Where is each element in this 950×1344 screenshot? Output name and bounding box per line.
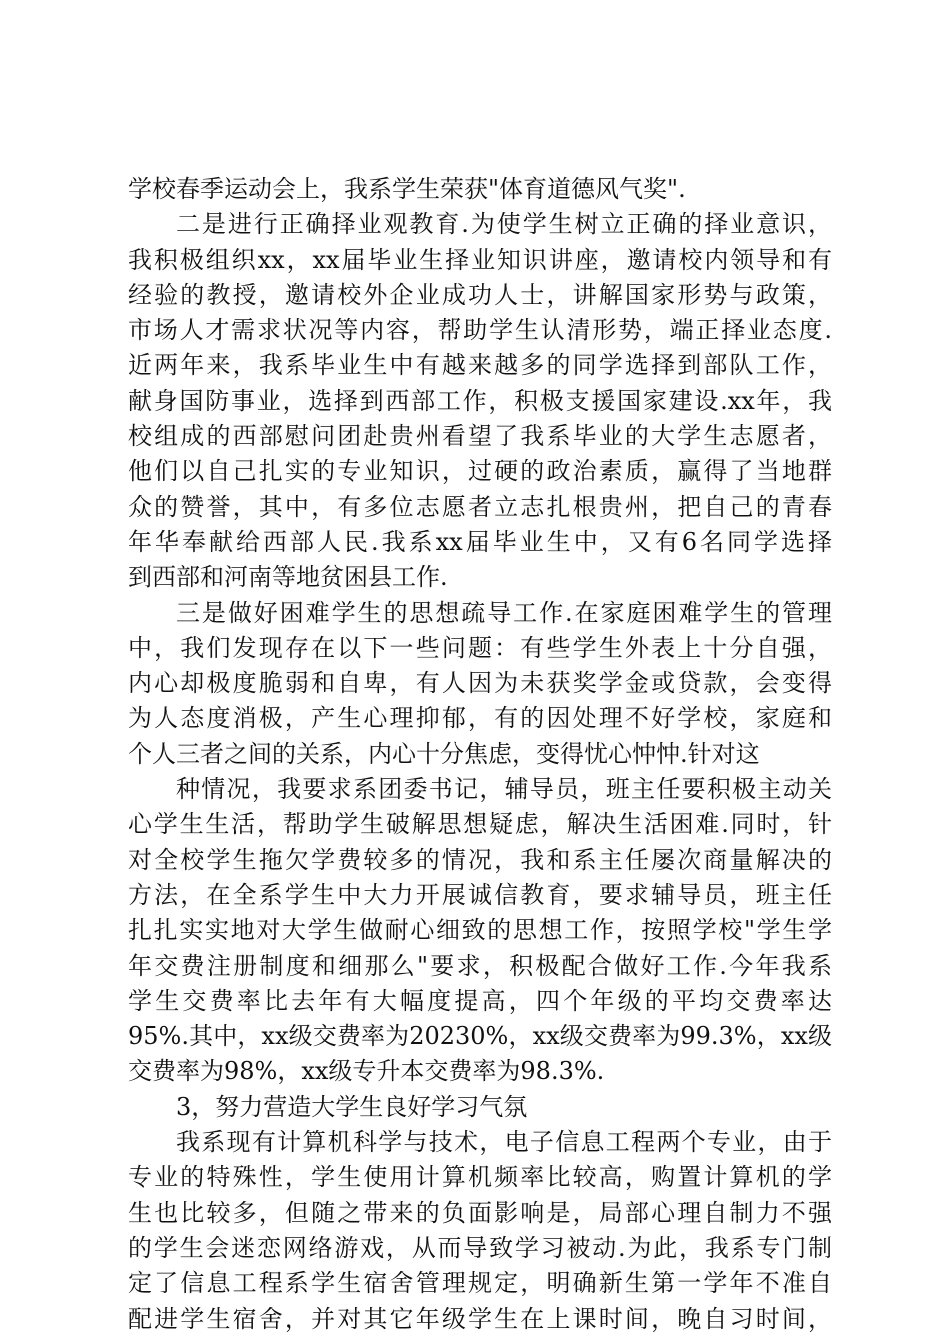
text-line: 二是进行正确择业观教育.为使学生树立正确的择业意识，	[176, 210, 832, 239]
text-line: 校组成的西部慰问团赴贵州看望了我系毕业的大学生志愿者，	[128, 422, 832, 451]
text-line: 学校春季运动会上，我系学生荣获"体育道德风气奖".	[128, 175, 686, 203]
text-line: 年交费注册制度和细那么"要求，积极配合做好工作.今年我系	[128, 951, 832, 980]
text-line: 个人三者之间的关系，内心十分焦虑，变得忧心忡忡.针对这	[128, 739, 760, 768]
text-line: 献身国防事业，选择到西部工作，积极支援国家建设.xx年，我	[128, 386, 832, 415]
text-line: 心学生生活，帮助学生破解思想疑虑，解决生活困难.同时，针	[128, 810, 832, 839]
text-line: 市场人才需求状况等内容，帮助学生认清形势，端正择业态度.	[128, 316, 832, 345]
text-line: 他们以自己扎实的专业知识，过硬的政治素质，赢得了当地群	[128, 457, 832, 486]
text-line: 对全校学生拖欠学费较多的情况，我和系主任屡次商量解决的	[128, 845, 832, 874]
text-line: 配进学生宿舍，并对其它年级学生在上课时间，晚自习时间，	[128, 1304, 832, 1333]
text-line: 为人态度消极，产生心理抑郁，有的因处理不好学校，家庭和	[128, 704, 832, 733]
text-line: 交费率为98%，xx级专升本交费率为98.3%.	[128, 1057, 605, 1086]
text-line: 专业的特殊性，学生使用计算机频率比较高，购置计算机的学	[128, 1163, 832, 1192]
text-line: 95%.其中，xx级交费率为20230%，xx级交费率为99.3%，xx级	[128, 1022, 832, 1051]
text-line: 生也比较多，但随之带来的负面影响是，局部心理自制力不强	[128, 1198, 832, 1227]
text-line: 近两年来，我系毕业生中有越来越多的同学选择到部队工作，	[128, 351, 832, 380]
text-line: 我系现有计算机科学与技术，电子信息工程两个专业，由于	[176, 1128, 832, 1157]
text-line: 定了信息工程系学生宿舍管理规定，明确新生第一学年不准自	[128, 1269, 832, 1298]
text-line: 方法，在全系学生中大力开展诚信教育，要求辅导员，班主任	[128, 880, 832, 909]
text-line: 种情况，我要求系团委书记，辅导员，班主任要积极主动关	[176, 775, 832, 804]
document-body	[128, 172, 832, 1337]
text-line: 中，我们发现存在以下一些问题：有些学生外表上十分自强，	[128, 633, 832, 662]
text-line: 众的赞誉，其中，有多位志愿者立志扎根贵州，把自己的青春	[128, 492, 832, 521]
text-line: 扎扎实实地对大学生做耐心细致的思想工作，按照学校"学生学	[128, 916, 832, 945]
text-line: 3，努力营造大学生良好学习气氛	[176, 1092, 528, 1121]
text-line: 内心却极度脆弱和自卑，有人因为未获奖学金或贷款，会变得	[128, 669, 832, 698]
text-line: 的学生会迷恋网络游戏，从而导致学习被动.为此，我系专门制	[128, 1233, 832, 1262]
text-line: 年华奉献给西部人民.我系xx届毕业生中，又有6名同学选择	[128, 527, 832, 556]
text-line: 学生交费率比去年有大幅度提高，四个年级的平均交费率达	[128, 986, 832, 1015]
text-line: 三是做好困难学生的思想疏导工作.在家庭困难学生的管理	[176, 598, 832, 627]
text-line: 我积极组织xx，xx届毕业生择业知识讲座，邀请校内领导和有	[128, 245, 832, 274]
text-line: 到西部和河南等地贫困县工作.	[128, 563, 448, 592]
text-line: 经验的教授，邀请校外企业成功人士，讲解国家形势与政策，	[128, 280, 832, 309]
